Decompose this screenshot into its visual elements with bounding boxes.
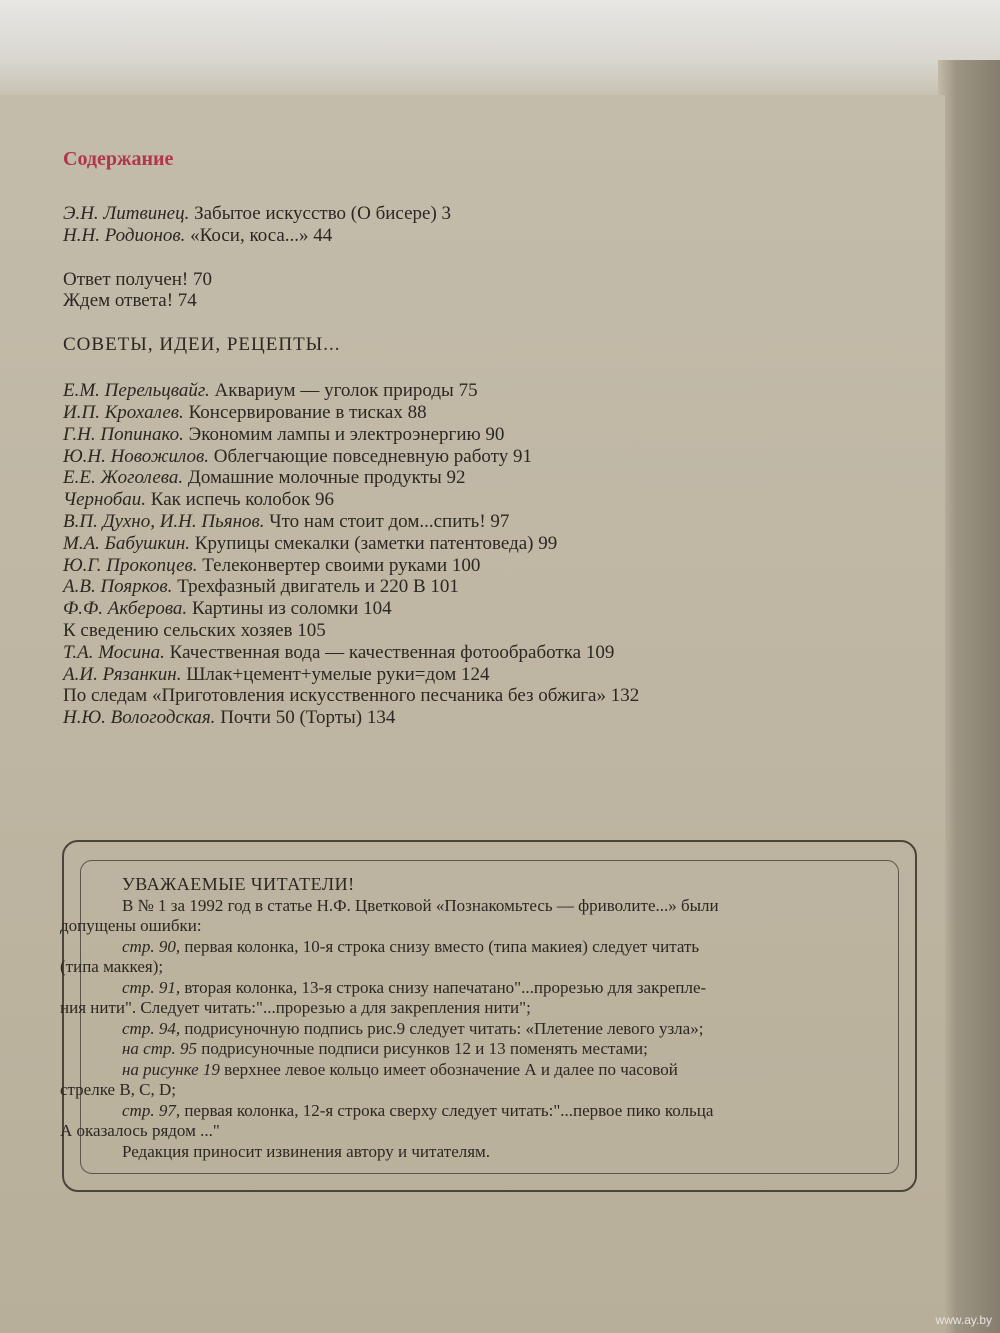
errata-line: В № 1 за 1992 год в статье Н.Ф. Цветковой «Познакомьтесь — фриволите...» были [122, 895, 719, 915]
errata-ref: на стр. 95 [122, 1039, 198, 1058]
entry-text: «Коси, коса...» 44 [190, 224, 333, 246]
contents-title: Содержание [63, 148, 174, 170]
entry-text: Телеконвертер своими руками 100 [202, 554, 481, 576]
entry-author: И.П. Крохалев. [63, 401, 184, 423]
errata-line [60, 1060, 900, 1081]
errata-ref: стр. 97, [122, 1100, 181, 1120]
entry-author: Е.М. Перельцвайг. [63, 380, 210, 402]
entry-author: Н.Ю. Вологодская. [63, 707, 216, 729]
errata-line [60, 1039, 900, 1060]
errata-line: допущены ошибки: [60, 916, 202, 935]
errata-line [60, 1101, 900, 1122]
toc-entry [63, 402, 923, 424]
entry-text: Шлак+цемент+умелые руки=дом 124 [186, 663, 490, 685]
entry-author: Ф.Ф. Акберова. [63, 598, 188, 620]
toc-entry [63, 685, 923, 707]
answers [63, 269, 923, 313]
entry-author: М.А. Бабушкин. [63, 532, 191, 554]
entry-text: Что нам стоит дом...спить! 97 [269, 510, 510, 532]
toc-entry [63, 533, 923, 555]
entry-text: Консервирование в тисках 88 [188, 401, 427, 423]
entry-author: Г.Н. Попинако. [63, 423, 184, 445]
errata-body: вторая колонка, 13-я строка снизу напечатано"...прорезью для закрепле- [180, 977, 707, 997]
errata-ref: стр. 90, [122, 936, 181, 956]
errata-body: верхнее левое кольцо имеет обозначение А и далее по часовой [219, 1059, 678, 1079]
toc-entry [63, 598, 923, 620]
entry-text: Аквариум — уголок природы 75 [214, 380, 478, 402]
entry-author: Э.Н. Литвинец. [63, 203, 190, 224]
errata-line: стрелке В, С, D; [60, 1080, 177, 1099]
entry-text: По следам «Приготовления искусственного песчаника без обжига» 132 [63, 685, 640, 707]
entry-text: Экономим лампы и электроэнергию 90 [188, 423, 505, 445]
entry-author: Т.А. Мосина. [63, 641, 165, 663]
toc-entry [63, 642, 923, 664]
errata-line [60, 1019, 900, 1040]
entry-text: К сведению сельских хозяев 105 [63, 619, 326, 641]
entry-author: А.И. Рязанкин. [63, 663, 182, 685]
toc-entry [63, 555, 923, 577]
errata-ref: на рисунке 19 [122, 1059, 220, 1079]
entry-author: Ю.Н. Новожилов. [63, 445, 210, 467]
errata-ref: стр. 94, [122, 1018, 181, 1038]
entry-text: Картины из соломки 104 [191, 598, 392, 620]
errata-body: первая колонка, 10-я строка снизу вместо (типа макиея) следует читать [180, 936, 700, 956]
table-of-contents [63, 148, 923, 729]
errata-closing: Редакция приносит извинения автору и читателям. [122, 1141, 491, 1161]
errata-line [60, 978, 900, 999]
entry-text: Домашние молочные продукты 92 [187, 467, 466, 489]
section-heading: СОВЕТЫ, ИДЕИ, РЕЦЕПТЫ... [63, 334, 341, 356]
errata-text [60, 874, 900, 1162]
errata-body: подрисуночную подпись рис.9 следует читать: «Плетение левого узла»; [180, 1018, 704, 1038]
entry-author: Е.Е. Жоголева. [63, 467, 184, 489]
errata-line: А оказалось рядом ..." [60, 1121, 220, 1140]
background-top [0, 0, 1000, 100]
entry-author: А.В. Поярков. [63, 576, 173, 598]
toc-entry [63, 225, 923, 247]
entry-text: Качественная вода — качественная фотообработка 109 [169, 641, 615, 663]
toc-entry [63, 269, 923, 291]
toc-entry [63, 467, 923, 489]
errata-line: (типа маккея); [60, 957, 164, 976]
entry-text: Ждем ответа! 74 [63, 290, 197, 312]
entry-text: Трехфазный двигатель и 220 В 101 [177, 576, 459, 598]
entry-text: Крупицы смекалки (заметки патентоведа) 99 [194, 532, 558, 554]
entry-author: В.П. Духно, И.Н. Пьянов. [63, 510, 265, 532]
toc-entry [63, 707, 923, 729]
watermark: www.ay.by [935, 1313, 992, 1327]
entry-text: Ответ получен! 70 [63, 268, 213, 290]
entry-text: Почти 50 (Торты) 134 [220, 707, 396, 729]
toc-entry [63, 489, 923, 511]
toc-entry [63, 424, 923, 446]
toc-entry [63, 203, 923, 225]
errata-title: УВАЖАЕМЫЕ ЧИТАТЕЛИ! [122, 874, 355, 894]
entry-text: Облегчающие повседневную работу 91 [213, 445, 532, 467]
entry-text: Как испечь колобок 96 [150, 489, 334, 511]
section-list [63, 380, 923, 729]
toc-entry [63, 620, 923, 642]
toc-entry [63, 290, 923, 312]
errata-line: ния нити". Следует читать:"...прорезью а для закрепления нити"; [60, 998, 531, 1017]
book-spine [935, 60, 1000, 1333]
entry-author: Ю.Г. Прокопцев. [63, 554, 198, 576]
articles-top [63, 203, 923, 247]
errata-body: подрисуночные подписи рисунков 12 и 13 поменять местами; [197, 1039, 648, 1058]
errata-body: первая колонка, 12-я строка сверху следует читать:"...первое пико кольца [180, 1100, 714, 1120]
errata-line [60, 937, 900, 958]
toc-entry [63, 380, 923, 402]
entry-author: Чернобаи. [63, 489, 147, 511]
toc-entry [63, 576, 923, 598]
toc-entry [63, 511, 923, 533]
toc-entry [63, 664, 923, 686]
errata-ref: стр. 91, [122, 977, 181, 997]
toc-entry [63, 446, 923, 468]
entry-text: Забытое искусство (О бисере) 3 [194, 203, 452, 224]
entry-author: Н.Н. Родионов. [63, 224, 186, 246]
